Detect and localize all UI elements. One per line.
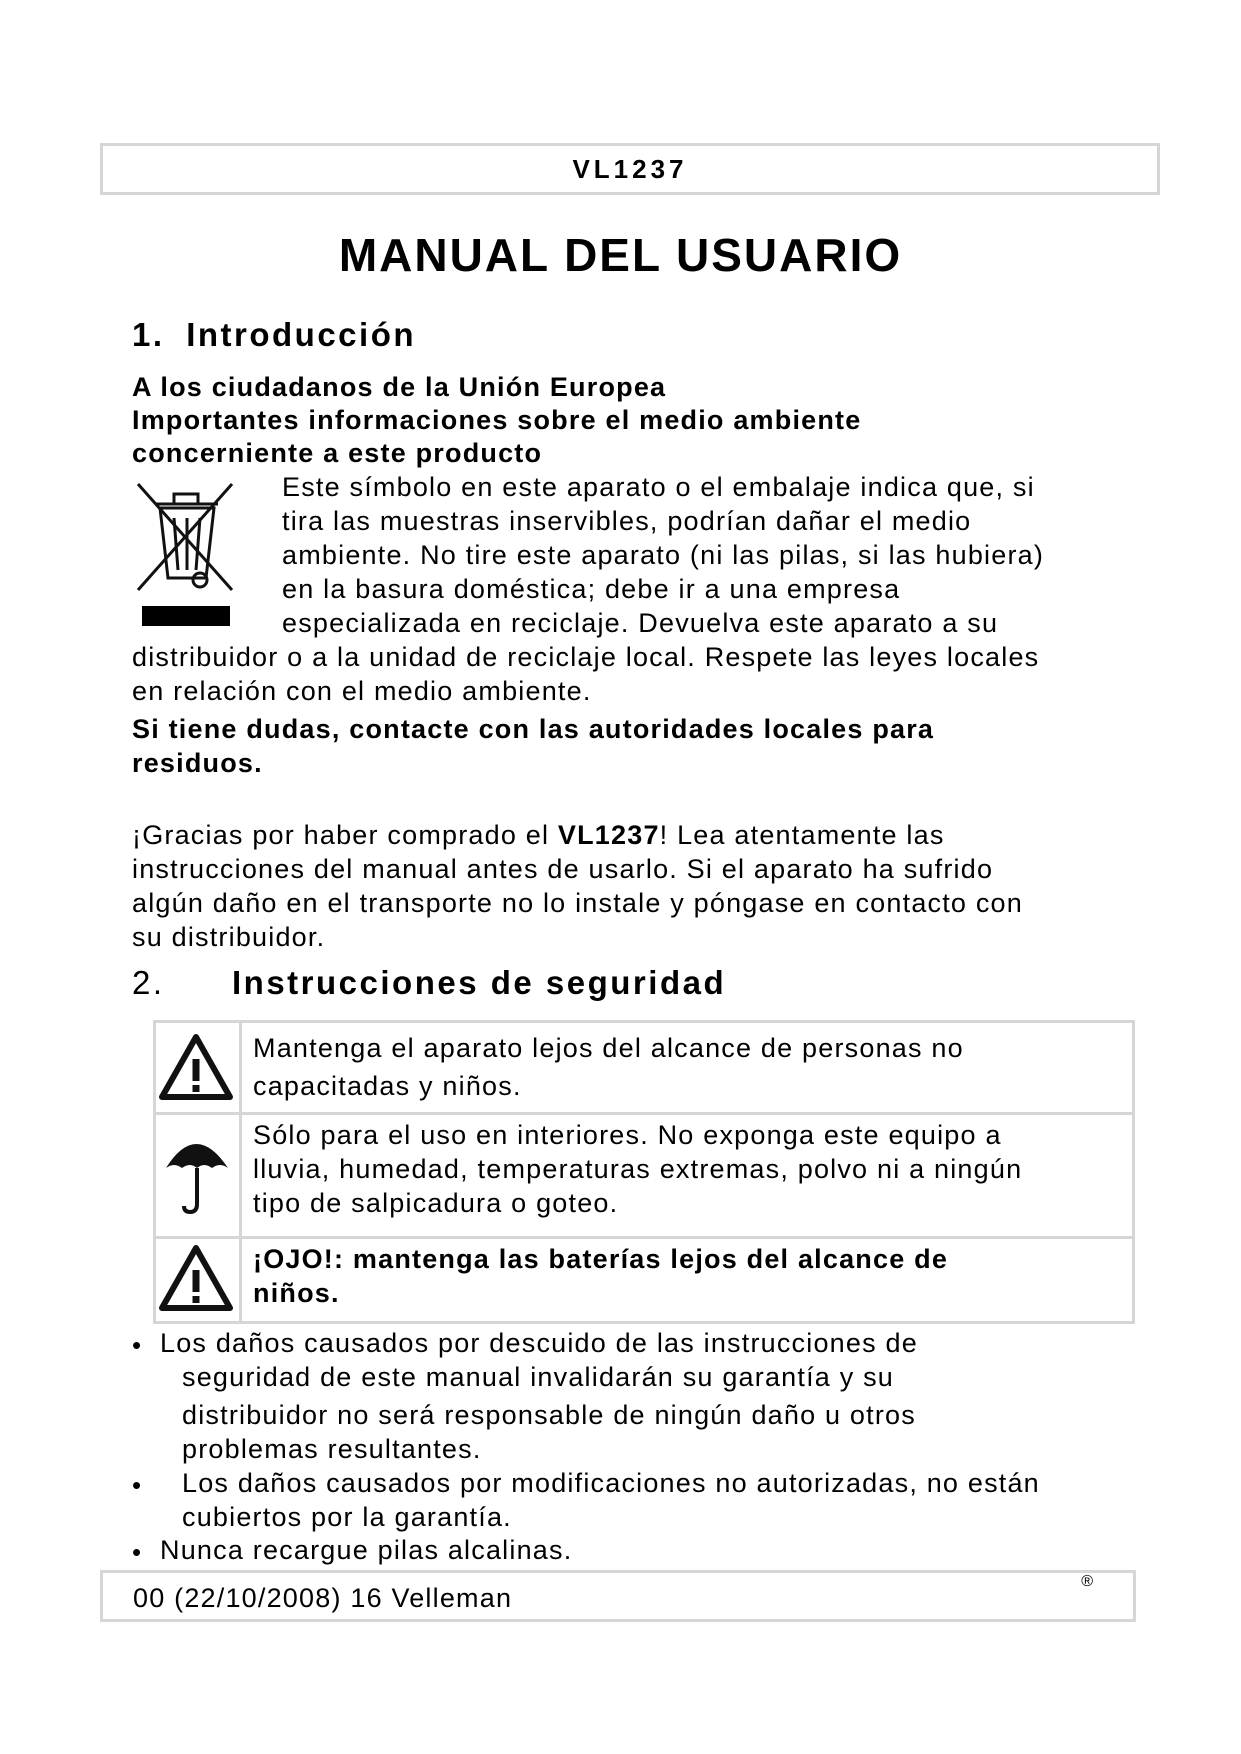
safety-row2-line2: lluvia, humedad, temperaturas extremas, polvo ni a ningún <box>253 1154 1023 1184</box>
eu-line-2: Importantes informaciones sobre el medio ambiente <box>132 405 862 435</box>
thanks-line-2: instrucciones del manual antes de usarlo. Si el aparato ha sufrido <box>132 854 994 884</box>
header-model-box <box>100 143 1160 195</box>
footer-box <box>100 1570 1136 1622</box>
section2-number: 2. <box>132 964 165 1001</box>
weee-line-1: Este símbolo en este aparato o el embalaje indica que, si <box>282 472 1035 502</box>
thanks-line-4: su distribuidor. <box>132 922 326 952</box>
header-model: VL1237 <box>572 154 688 184</box>
warning-triangle-icon <box>156 1236 236 1320</box>
warning-triangle-icon <box>156 1023 236 1109</box>
weee-line-4: en la basura doméstica; debe ir a una empresa <box>282 574 901 604</box>
bullet1-line2: seguridad de este manual invalidarán su garantía y su <box>182 1362 895 1392</box>
safety-row1-line1: Mantenga el aparato lejos del alcance de personas no <box>253 1033 964 1063</box>
thanks-pre: ¡Gracias por haber comprado el <box>132 820 558 850</box>
section2-heading <box>132 964 727 1001</box>
doubt-line-2: residuos. <box>132 748 263 778</box>
bullet1-line4: problemas resultantes. <box>182 1434 482 1464</box>
safety-row <box>156 1023 1132 1115</box>
umbrella-icon <box>156 1112 236 1232</box>
safety-row <box>156 1112 1132 1239</box>
safety-row3-line1: ¡OJO!: mantenga las baterías lejos del alcance de <box>253 1244 949 1274</box>
weee-line-2: tira las muestras inservibles, podrían dañar el medio <box>282 506 972 536</box>
section2-title: Instrucciones de seguridad <box>232 964 727 1001</box>
page-title: MANUAL DEL USUARIO <box>338 229 903 281</box>
weee-line-5: especializada en reciclaje. Devuelva este aparato a su <box>282 608 999 638</box>
section1-number: 1. <box>132 316 165 353</box>
thanks-line-1 <box>132 818 945 852</box>
bullet-dot: • <box>132 1470 142 1500</box>
safety-icon-cell <box>156 1236 242 1321</box>
bullet-dot: • <box>132 1537 142 1567</box>
doubt-line-1: Si tiene dudas, contacte con las autoridades locales para <box>132 714 935 744</box>
weee-line-3: ambiente. No tire este aparato (ni las pilas, si las hubiera) <box>282 540 1045 570</box>
bullet-dot: • <box>132 1330 142 1360</box>
weee-bin-icon <box>134 478 240 628</box>
safety-row3-line2: niños. <box>253 1278 340 1308</box>
thanks-line-3: algún daño en el transporte no lo instale y póngase en contacto con <box>132 888 1023 918</box>
bullet1-line3: distribuidor no será responsable de ningún daño u otros <box>182 1400 916 1430</box>
safety-row2-line1: Sólo para el uso en interiores. No exponga este equipo a <box>253 1120 1002 1150</box>
bullet2-line1: Los daños causados por modificaciones no autorizadas, no están <box>182 1468 1040 1498</box>
safety-row <box>156 1236 1132 1321</box>
bullet1-line1: Los daños causados por descuido de las instrucciones de <box>160 1328 918 1358</box>
bullet3-line1: Nunca recargue pilas alcalinas. <box>160 1535 573 1565</box>
weee-line-7: en relación con el medio ambiente. <box>132 676 592 706</box>
safety-icon-cell <box>156 1023 242 1112</box>
footer-text: 00 (22/10/2008) 16 Velleman <box>133 1583 513 1613</box>
thanks-post: ! Lea atentamente las <box>659 820 945 850</box>
section1-title: Introducción <box>186 316 417 353</box>
bullet2-line2: cubiertos por la garantía. <box>182 1502 512 1532</box>
safety-row2-line3: tipo de salpicadura o goteo. <box>253 1188 619 1218</box>
registered-mark: ® <box>1081 1573 1093 1590</box>
safety-row1-line2: capacitadas y niños. <box>253 1071 522 1101</box>
weee-line-6: distribuidor o a la unidad de reciclaje local. Respete las leyes locales <box>132 642 1040 672</box>
section1-heading <box>132 318 416 352</box>
safety-table <box>153 1020 1135 1324</box>
eu-line-3: concerniente a este producto <box>132 438 543 468</box>
thanks-model: VL1237 <box>557 820 660 850</box>
safety-icon-cell <box>156 1112 242 1236</box>
eu-line-1: A los ciudadanos de la Unión Europea <box>132 372 667 402</box>
